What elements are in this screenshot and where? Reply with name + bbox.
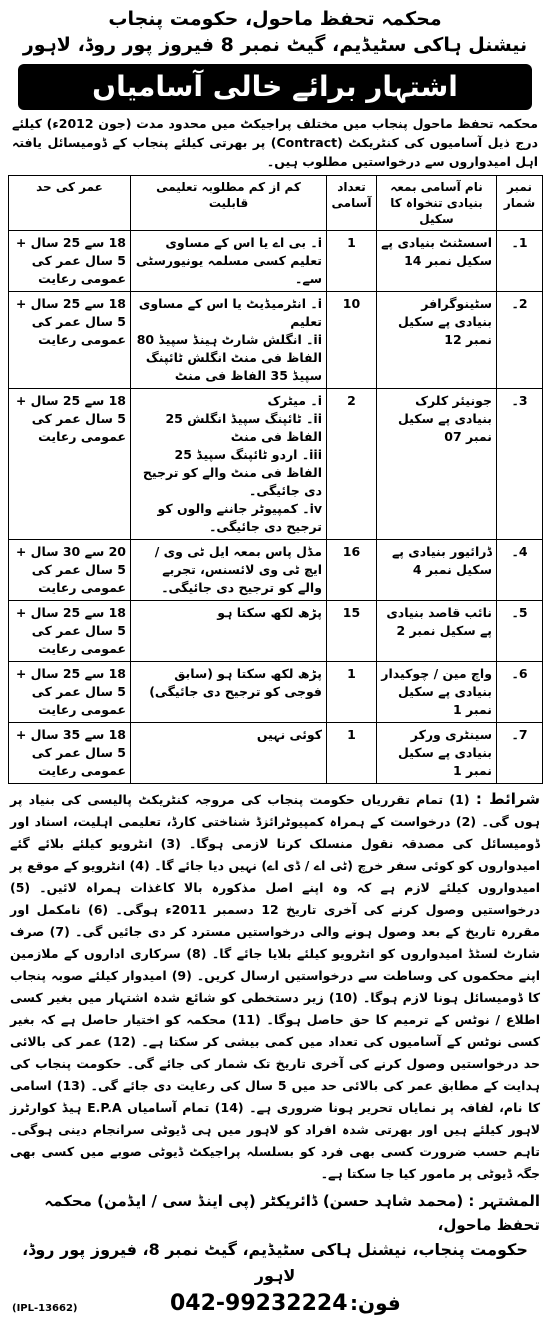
post-count: 1 (327, 662, 377, 723)
qualification (131, 389, 327, 540)
qualification-line: ii۔ انگلش شارٹ ہینڈ سپیڈ 80 الفاظ فی منٹ انگلش ٹائپنگ سپیڈ 35 الفاظ فی منٹ (136, 332, 322, 383)
qualification (131, 292, 327, 389)
advertiser-line: المشتہر : (محمد شاہد حسن) ڈائریکٹر (پی اینڈ سی / ایڈمن) محکمہ تحفظ ماحول، (44, 1192, 540, 1234)
advertisement-page (4, 4, 546, 1338)
table-row (9, 231, 543, 292)
row-number: 1۔ (497, 231, 543, 292)
age-limit: 18 سے 25 سال + 5 سال عمر کی عمومی رعایت (9, 231, 131, 292)
post-name: سٹینوگرافر بنیادی پے سکیل نمبر 12 (377, 292, 497, 389)
table-row (9, 723, 543, 784)
intro-paragraph: محکمہ تحفظ ماحول پنجاب میں مختلف پراجیکٹ میں محدود مدت (جون 2012ء) کیلئے درج ذیل آسامیوں کی کنٹریکٹ (Contract) پر بھرتی کیلئے پنجاب کے ڈومیسائل یافتہ اہل امیدواروں سے درخواستیں مطلوب ہیں۔ (12, 116, 538, 169)
post-count: 15 (327, 601, 377, 662)
qualification-line: پڑھ لکھ سکتا ہو (217, 605, 322, 620)
advertiser-address: حکومت پنجاب، نیشنل ہاکی سٹیڈیم، گیٹ نمبر 8، فیروز پور روڈ، لاہور (22, 1240, 528, 1285)
age-limit: 18 سے 25 سال + 5 سال عمر کی عمومی رعایت (9, 292, 131, 389)
row-number: 4۔ (497, 540, 543, 601)
qualification-line: i۔ انٹرمیڈیٹ یا اس کے مساوی تعلیم (138, 296, 322, 329)
age-limit: 18 سے 25 سال + 5 سال عمر کی عمومی رعایت (9, 662, 131, 723)
qualification (131, 540, 327, 601)
qualification-line: پڑھ لکھ سکتا ہو (سابق فوجی کو ترجیح دی جائیگی) (149, 666, 322, 699)
age-limit: 20 سے 30 سال + 5 سال عمر کی عمومی رعایت (9, 540, 131, 601)
qualification-line: iv۔ کمپیوٹر جاننے والوں کو ترجیح دی جائیگی۔ (157, 501, 322, 534)
post-name: جونیئر کلرک بنیادی پے سکیل نمبر 07 (377, 389, 497, 540)
post-count: 1 (327, 723, 377, 784)
terms-heading: شرائط : (475, 790, 540, 808)
table-header-row (9, 176, 543, 231)
table-row (9, 292, 543, 389)
qualification-line: مڈل پاس بمعہ ایل ٹی وی / ایچ ٹی وی لائسنس، تجربے والے کو ترجیح دی جائیگی۔ (154, 544, 322, 595)
table-row (9, 389, 543, 540)
header-qual: کم از کم مطلوبہ تعلیمی قابلیت (131, 176, 327, 231)
header-post: نام آسامی بمعہ بنیادی تنخواہ کا سکیل (377, 176, 497, 231)
post-name: اسسٹنٹ بنیادی پے سکیل نمبر 14 (377, 231, 497, 292)
qualification (131, 601, 327, 662)
qualification (131, 231, 327, 292)
post-count: 1 (327, 231, 377, 292)
post-name: واچ مین / چوکیدار بنیادی پے سکیل نمبر 1 (377, 662, 497, 723)
table-row (9, 540, 543, 601)
qualification-line: i۔ بی اے یا اس کے مساوی تعلیم کسی مسلمہ یونیورسٹی سے۔ (135, 235, 322, 286)
post-count: 16 (327, 540, 377, 601)
ad-banner: اشتہار برائے خالی آسامیاں (18, 64, 532, 110)
post-count: 10 (327, 292, 377, 389)
qualification-line: ii۔ ٹائپنگ سپیڈ انگلش 25 الفاظ فی منٹ (165, 411, 322, 444)
age-limit: 18 سے 35 سال + 5 سال عمر کی عمومی رعایت (9, 723, 131, 784)
department-address: نیشنل ہاکی سٹیڈیم، گیٹ نمبر 8 فیروز پور روڈ، لاہور (22, 34, 528, 56)
qualification-line: i۔ میٹرک (267, 393, 322, 408)
row-number: 7۔ (497, 723, 543, 784)
phone-row (10, 1289, 540, 1323)
footer (4, 1185, 546, 1323)
post-name: ڈرائیور بنیادی پے سکیل نمبر 4 (377, 540, 497, 601)
age-limit: 18 سے 25 سال + 5 سال عمر کی عمومی رعایت (9, 389, 131, 540)
terms-text: (1) تمام تقرریاں حکومت پنجاب کی مروجہ کنٹریکٹ پالیسی کی بنیاد پر ہوں گی۔ (2) درخواست کے ہمراہ کمپیوٹرائزڈ شناختی کارڈ، تعلیمی اہلیت، اسناد اور ڈومیسائل کی مصدقہ نقول منسلک کرنا لازمی ہوگا۔ (3) انٹرویو کیلئے بلائے گئے امیدواروں کو کوئی سفر خرچ (ٹی اے / ڈی اے) نہیں دیا جائے گا۔ (4) انٹرویو کے موقع پر امیدواروں کیلئے لازم ہے کہ وہ اپنے اصل مذکورہ بالا کاغذات ہمراہ لائیں۔ (5) درخواستیں وصول کرنے کی آخری تاریخ 12 دسمبر 2011ء ہوگی۔ (6) نامکمل اور مقررہ تاریخ کے بعد وصول ہونے والی درخواستیں مسترد کر دی جائیں گی۔ (7) صرف شارٹ لسٹڈ امیدواروں کو انٹرویو کیلئے بلایا جائے گا۔ (8) سرکاری اداروں کے ملازمین اپنے محکموں کی وساطت سے درخواستیں ارسال کریں۔ (9) امیدوار کیلئے صوبہ پنجاب کا ڈومیسائل ہونا لازم ہوگا۔ (10) زیر دستخطی کو شائع شدہ اشتہار میں بغیر کسی اطلاع / نوٹس کے ترمیم کا حق حاصل ہوگا۔ (11) محکمہ کو اختیار حاصل ہے کہ بغیر کسی نوٹس کے آسامیوں کی تعداد میں کمی بیشی کر سکتا ہے۔ (12) عمر کی بالائی حد درخواستیں وصول کرنے کی آخری تاریخ تک شمار کی جائے گی۔ حکومت پنجاب کی ہدایت کے مطابق عمر کی بالائی حد میں 5 سال کی رعایت دی جائے گی۔ (13) اسامی کا نام، لفافہ پر نمایاں تحریر ہونا ضروری ہے۔ (14) تمام آسامیاں E.P.A ہیڈ کوارٹرز لاہور کیلئے ہیں اور بھرتی شدہ افراد کو لاہور میں ہی ڈیوٹی سرانجام دینی ہوگی۔ تاہم حسب ضرورت کسی بھی فرد کو بسلسلہ پراجیکٹ ڈیوٹی صوبے میں کسی بھی جگہ ڈیوٹی پر مامور کیا جا سکتا ہے۔ (10, 792, 541, 1181)
qualification-line: iii۔ اردو ٹائپنگ سپیڈ 25 الفاظ فی منٹ والے کو ترجیح دی جائیگی۔ (142, 447, 322, 498)
row-number: 5۔ (497, 601, 543, 662)
header-qty: تعداد آسامی (327, 176, 377, 231)
department-title: محکمہ تحفظ ماحول، حکومت پنجاب (108, 8, 442, 30)
row-number: 2۔ (497, 292, 543, 389)
post-name: سینٹری ورکر بنیادی پے سکیل نمبر 1 (377, 723, 497, 784)
qualification (131, 723, 327, 784)
post-count: 2 (327, 389, 377, 540)
age-limit: 18 سے 25 سال + 5 سال عمر کی عمومی رعایت (9, 601, 131, 662)
header-age: عمر کی حد (9, 176, 131, 231)
phone-label: فون: (350, 1291, 401, 1315)
row-number: 3۔ (497, 389, 543, 540)
terms-section (4, 784, 546, 1185)
table-row (9, 662, 543, 723)
table-row (9, 601, 543, 662)
row-number: 6۔ (497, 662, 543, 723)
vacancies-table (8, 175, 543, 784)
qualification (131, 662, 327, 723)
header-num: نمبر شمار (497, 176, 543, 231)
phone-number: 042-99232224 (170, 1291, 348, 1316)
qualification-line: کوئی نہیں (256, 727, 322, 742)
ipl-code: (IPL-13662) (12, 1303, 78, 1314)
post-name: نائب قاصد بنیادی پے سکیل نمبر 2 (377, 601, 497, 662)
